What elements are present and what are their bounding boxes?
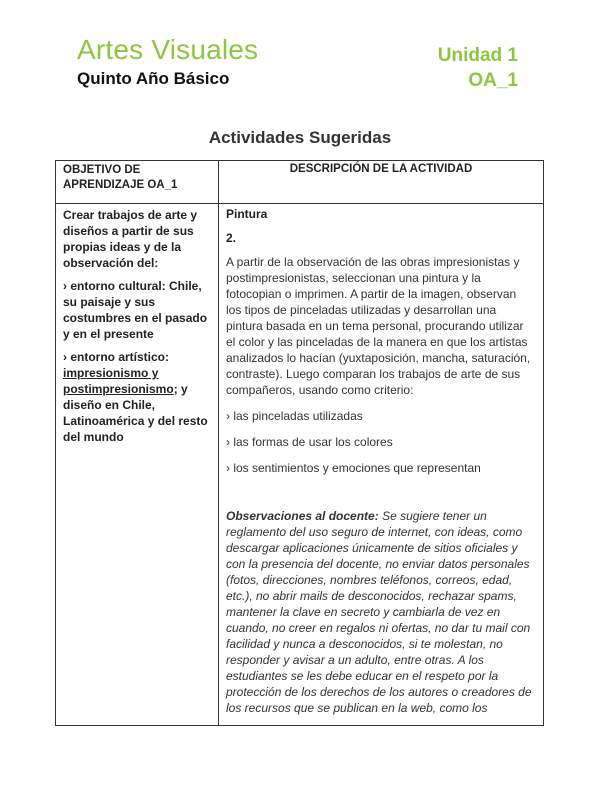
table-row bbox=[56, 204, 544, 726]
activity-label: Pintura bbox=[226, 207, 268, 221]
header-cell-objective bbox=[56, 161, 219, 204]
course-subtitle: Quinto Año Básico bbox=[77, 69, 230, 88]
col2-header: DESCRIPCIÓN DE LA ACTIVIDAD bbox=[289, 163, 473, 175]
unit-label: Unidad 1 bbox=[437, 45, 518, 66]
teacher-observations bbox=[226, 508, 534, 716]
artistic-prefix: › entorno artístico: bbox=[63, 350, 170, 364]
description-cell bbox=[219, 204, 544, 726]
objective-cell bbox=[56, 204, 219, 726]
postimpresionismo-link[interactable]: postimpresionismo bbox=[63, 382, 174, 396]
objective-intro: Crear trabajos de arte y diseños a partir de sus propias ideas y de la observación del: bbox=[63, 208, 198, 270]
objective-item-cultural: › entorno cultural: Chile, su paisaje y sus costumbres en el pasado y en el presente bbox=[63, 279, 208, 341]
activity-description: A partir de la observación de las obras impresionistas y postimpresionistas, seleccionan una pintura y la fotocopian o imprimen. A partir de la imagen, observan los tipos de pinceladas utilizadas y desarrollan una pintura basada en un tema personal, procurando utilizar el color y las pinceladas de la manera en que los artistas analizados lo hacían (yuxtaposición, mancha, saturación, contraste). Luego comparan los trabajos de arte de sus compañeros, usando como criterio: bbox=[226, 255, 531, 397]
observations-text: Se sugiere tener un reglamento del uso seguro de internet, con ideas, como descargar aplicaciones únicamente de sitios oficiales y con la presencia del docente, no enviar datos personales (fotos, direcciones, nombres teléfonos, correos, edad, etc.), no abrir mails de desconocidos, rechazar spams, mantener la clave en secreto y cambiarla de vez en cuando, no creer en regalos ni ofertas, no dar tu mail con facilidad y nunca a desconocidos, si te molestan, no responder y avisar a un adulto, entre otras. A los estudiantes se les debe educar en el respeto por la protección de los derechos de los autores o creadores de los recursos que se publican en la web, como los bbox=[226, 509, 532, 715]
oa-label: OA_1 bbox=[468, 70, 518, 91]
impresionismo-link[interactable]: impresionismo y bbox=[63, 366, 159, 380]
col1-header: OBJETIVO DE APRENDIZAJE OA_1 bbox=[63, 164, 178, 191]
section-title: Actividades Sugeridas bbox=[208, 128, 392, 147]
activities-table bbox=[55, 160, 544, 726]
activity-number: 2. bbox=[226, 231, 237, 245]
objective-item-artistic bbox=[63, 349, 212, 445]
artistic-suffix: ; y diseño en Chile, Latinoamérica y del resto del mundo bbox=[63, 382, 208, 444]
header-cell-description bbox=[219, 161, 544, 204]
criteria-item: › las formas de usar los colores bbox=[226, 435, 393, 449]
observations-label: Observaciones al docente: bbox=[226, 509, 379, 523]
criteria-item: › los sentimientos y emociones que representan bbox=[226, 461, 481, 475]
criteria-item: › las pinceladas utilizadas bbox=[226, 409, 363, 423]
table-header-row bbox=[56, 161, 544, 204]
course-title: Artes Visuales bbox=[77, 34, 259, 65]
